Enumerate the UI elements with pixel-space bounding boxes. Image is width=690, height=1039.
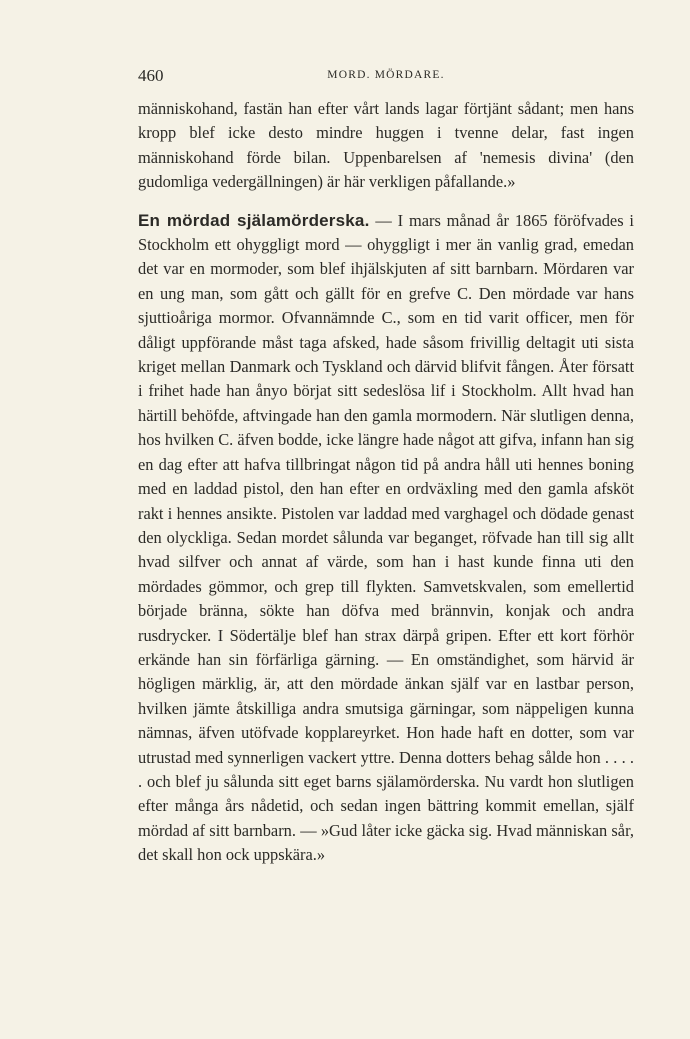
page-header xyxy=(138,66,634,90)
paragraph-text: — I mars månad år 1865 föröfvades i Stockholm ett ohyggligt mord — ohyggligt i mer än vanlig grad, emedan det var en mormoder, som blef ihjälskjuten af sitt barnbarn. Mördaren var en ung man, som gått och gällt för en grefve C. Den mördade var hans sjuttioåriga mormor. Ofvannämnde C., som en tid varit officer, men för dåligt uppförande måst taga afsked, hade såsom frivillig deltagit uti sista kriget mellan Danmark och Tyskland och därvid blifvit fången. Åter försatt i frihet hade han ånyo börjat sitt sedeslösa lif i Stockholm. Allt hvad han härtill behöfde, aftvingade han den gamla mormodern. När slutligen denna, hos hvilken C. äfven bodde, icke längre hade något att gifva, infann han sig en dag efter att hafva tillbringat någon tid på andra håll uti hennes boning med en laddad pistol, den han efter en ordväxling med den gamla afsköt rakt i hennes ansikte. Pistolen var laddad med varghagel och dödade genast den olyckliga. Sedan mordet sålunda var beganget, röfvade han till sig allt hvad silfver och annat af värde, som han i hast kunde finna uti den mördades gömmor, och grep till flykten. Samvetskvalen, som emellertid började bränna, sökte han döfva med brännvin, konjak och andra rusdrycker. I Södertälje blef han strax därpå gripen. Efter ett kort förhör erkände han sin förfärliga gärning. — En omständighet, som härvid är högligen märklig, är, att den mördade änkan själf var en lastbar person, hvilken jämte åtskilliga andra smutsiga gärningar, som näppeligen kunna nämnas, äfven utöfvade kopplareyrket. Hon hade haft en dotter, som var utrustad med synnerligen vackert yttre. Denna dotters behag sålde hon . . . . . och blef ju sålunda sitt eget barns själamörderska. Nu vardt hon slutligen efter många års nådetid, och sedan ingen bättring kommit emellan, själf mördad af sitt barnbarn. — »Gud låter icke gäcka sig. Hvad människan sår, det skall hon ock uppskära.» xyxy=(138,210,634,865)
page-number: 460 xyxy=(138,66,164,85)
running-head: MORD. MÖRDARE. xyxy=(327,69,445,81)
body-text xyxy=(138,97,634,868)
paragraph-continuation xyxy=(138,97,634,195)
paragraph-text: människohand, fastän han efter vårt lands lagar förtjänt sådant; men hans kropp blef icke desto mindre huggen i tvenne delar, fast ingen människohand förde bilan. Uppenbarelsen af 'nemesis divina' (den gudomliga vedergällningen) är här verkligen påfallande.» xyxy=(138,99,634,192)
section-heading: En mördad själamörderska. xyxy=(138,210,370,230)
paragraph-section xyxy=(138,209,634,868)
